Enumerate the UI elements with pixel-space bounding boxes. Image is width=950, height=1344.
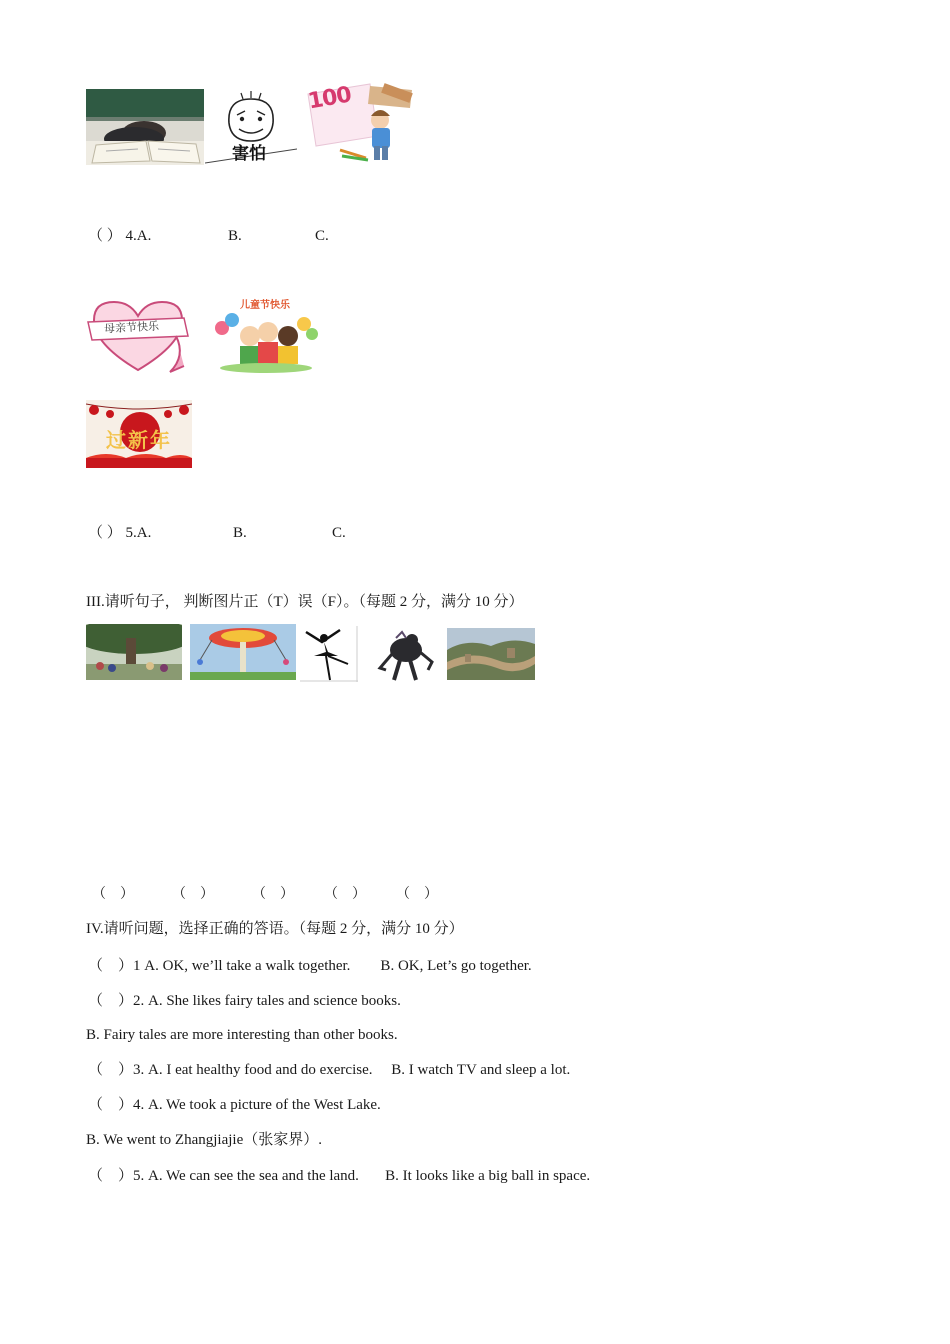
answer-paren[interactable]: （ ） xyxy=(252,887,294,902)
hundred-score-image xyxy=(300,80,422,164)
answer-paren[interactable]: （ ） xyxy=(396,887,438,902)
answer-paren[interactable]: （ ） xyxy=(324,887,366,902)
q4-option-b: B. xyxy=(228,228,242,244)
q5-option-b: B. xyxy=(233,525,247,541)
scared-face-image xyxy=(205,89,297,165)
tree-picnic-image xyxy=(86,624,182,680)
q4-1-line: （ ）1 A. OK, we’ll take a walk together. B. OK, Let’s go together. xyxy=(88,958,532,974)
q5-line xyxy=(88,523,151,543)
section-3-heading: III.请听句子， 判断图片正（T）误（F）。（每题 2 分，满分 10 分） xyxy=(86,594,524,610)
q5-option-c: C. xyxy=(332,525,346,541)
q4-number: 4.A. xyxy=(125,228,152,244)
q4-4-option-b: B. We went to Zhangjiajie（张家界）. xyxy=(86,1132,322,1148)
ballet-dancer-image xyxy=(300,626,358,682)
q4-2-line: （ ）2. A. She likes fairy tales and science books. xyxy=(88,993,401,1009)
section-4-heading: IV.请听问题，选择正确的答语。（每题 2 分，满分 10 分） xyxy=(86,921,464,937)
answer-paren[interactable]: （ ） xyxy=(92,887,134,902)
swing-ride-image xyxy=(190,624,296,680)
scared-caption: 害怕 xyxy=(232,144,266,164)
q4-4-line: （ ）4. A. We took a picture of the West Lake. xyxy=(88,1097,381,1113)
spring-festival-text: 过新年 xyxy=(106,428,172,452)
q5-number: 5.A. xyxy=(125,525,152,541)
q4-2-option-b: B. Fairy tales are more interesting than other books. xyxy=(86,1027,398,1043)
mothers-day-heart-image xyxy=(86,296,190,376)
childrens-day-image xyxy=(212,294,320,376)
great-wall-image xyxy=(447,628,535,680)
monster-image xyxy=(376,628,438,682)
answer-paren[interactable]: （ ） xyxy=(172,887,214,902)
answer-paren[interactable]: （ ） xyxy=(88,228,122,244)
spring-festival-image xyxy=(86,400,192,468)
childrens-day-text: 儿童节快乐 xyxy=(240,300,290,311)
hundred-text: 100 xyxy=(306,82,353,115)
answer-paren[interactable]: （ ） xyxy=(88,525,122,541)
q4-line xyxy=(88,226,151,246)
sleeping-student-image xyxy=(86,89,204,165)
q4-3-line: （ ）3. A. I eat healthy food and do exercise. B. I watch TV and sleep a lot. xyxy=(88,1062,571,1078)
q4-5-line: （ ）5. A. We can see the sea and the land. B. It looks like a big ball in space. xyxy=(88,1168,591,1184)
q4-option-c: C. xyxy=(315,228,329,244)
mothers-day-text: 母亲节快乐 xyxy=(103,319,160,336)
